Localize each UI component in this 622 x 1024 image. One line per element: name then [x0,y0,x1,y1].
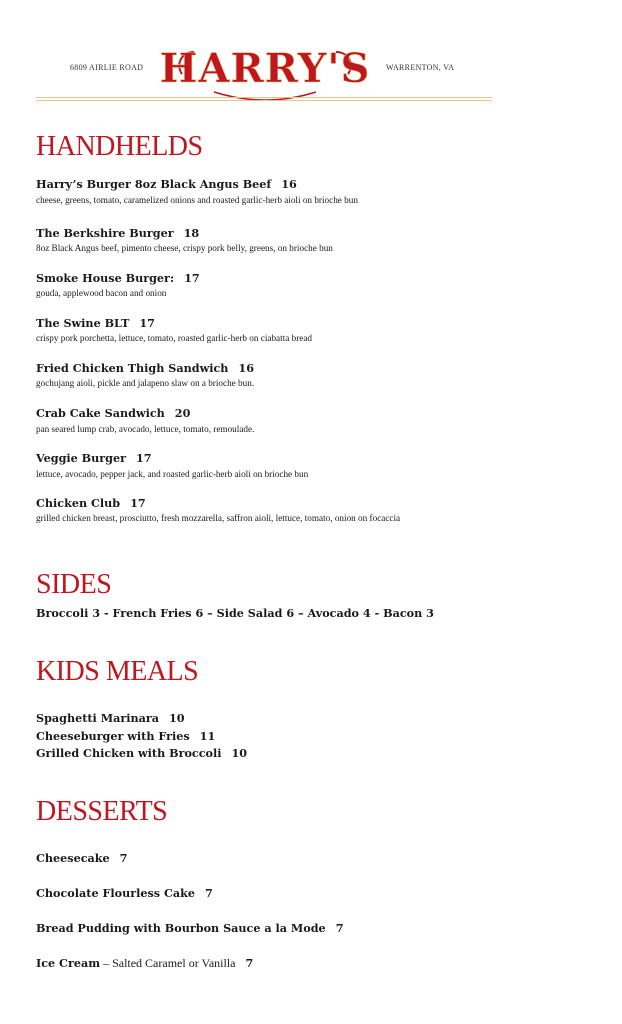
item-price: 16 [238,361,254,375]
menu-item [36,746,247,760]
item-description: pan seared lump crab, avocado, lettuce, tomato, remoulade. [36,424,255,434]
menu-item [36,956,253,971]
item-name: Grilled Chicken with Broccoli [36,746,222,760]
header-rule-top [36,97,492,98]
item-name: Crab Cake Sandwich [36,406,165,420]
menu-header [36,30,492,108]
menu-item [36,316,155,330]
item-name: Fried Chicken Thigh Sandwich [36,361,229,375]
item-price: 18 [183,226,200,240]
item-price: 17 [139,316,155,330]
item-price: 11 [199,729,216,743]
item-name: Smoke House Burger: [36,271,175,285]
item-name: Harry’s Burger 8oz Black Angus Beef [36,177,272,191]
menu-item [36,921,343,935]
item-price: 17 [136,451,152,465]
item-name: Cheeseburger with Fries [36,729,190,743]
menu-item [36,851,127,865]
menu-item [36,177,297,191]
item-name: The Berkshire Burger [36,226,174,240]
item-name: Veggie Burger [36,451,126,465]
item-description: gochujang aioli, pickle and jalapeno slaw on a brioche bun. [36,378,255,388]
menu-item [36,711,185,725]
menu-item [36,886,213,900]
item-name: The Swine BLT [36,316,130,330]
item-price: 7 [205,886,213,900]
item-price: 10 [169,711,185,725]
item-description: 8oz Black Angus beef, pimento cheese, crispy pork belly, greens, on brioche bun [36,243,333,253]
item-name: Spaghetti Marinara [36,711,160,725]
item-name: Cheesecake [36,851,110,865]
item-options: Salted Caramel or Vanilla [112,956,236,970]
item-name: Bread Pudding with Bourbon Sauce a la Mode [36,921,326,935]
section-title-sides: SIDES [36,569,112,600]
item-price: 10 [231,746,248,760]
sides-list: Broccoli 3 - French Fries 6 – Side Salad 6 – Avocado 4 - Bacon 3 [36,606,434,620]
item-name: Chicken Club [36,496,121,510]
item-separator: – [100,956,113,970]
menu-item [36,496,146,510]
item-description: cheese, greens, tomato, caramelized onions and roasted garlic-herb aioli on brioche bun [36,195,358,205]
menu-item [36,406,190,420]
section-title-handhelds: HANDHELDS [36,131,203,162]
item-price: 7 [245,956,254,970]
item-name: Chocolate Flourless Cake [36,886,196,900]
item-description: lettuce, avocado, pepper jack, and roasted garlic-herb aioli on brioche bun [36,469,309,479]
item-price: 17 [184,271,200,285]
menu-item [36,226,199,240]
menu-item [36,451,152,465]
section-title-kids-meals: KIDS MEALS [36,656,199,687]
item-description: grilled chicken breast, prosciutto, fresh mozzarella, saffron aioli, lettuce, tomato, onion on focaccia [36,513,401,523]
item-price: 20 [174,406,191,420]
section-title-desserts: DESSERTS [36,796,168,827]
header-rule-bottom [36,100,492,101]
item-price: 7 [335,921,344,935]
item-description: crispy pork porchetta, lettuce, tomato, roasted garlic-herb on ciabatta bread [36,333,313,343]
item-description: gouda, applewood bacon and onion [36,288,167,298]
address-city: WARRENTON, VA [386,63,455,72]
address-street: 6809 AIRLIE ROAD [70,63,144,72]
item-name: Ice Cream [36,956,101,970]
logo-text: HARRY'S [159,45,371,92]
menu-item [36,271,200,285]
item-price: 17 [130,496,146,510]
menu-item [36,729,215,743]
item-price: 16 [281,177,297,191]
item-price: 7 [119,851,128,865]
menu-item [36,361,254,375]
